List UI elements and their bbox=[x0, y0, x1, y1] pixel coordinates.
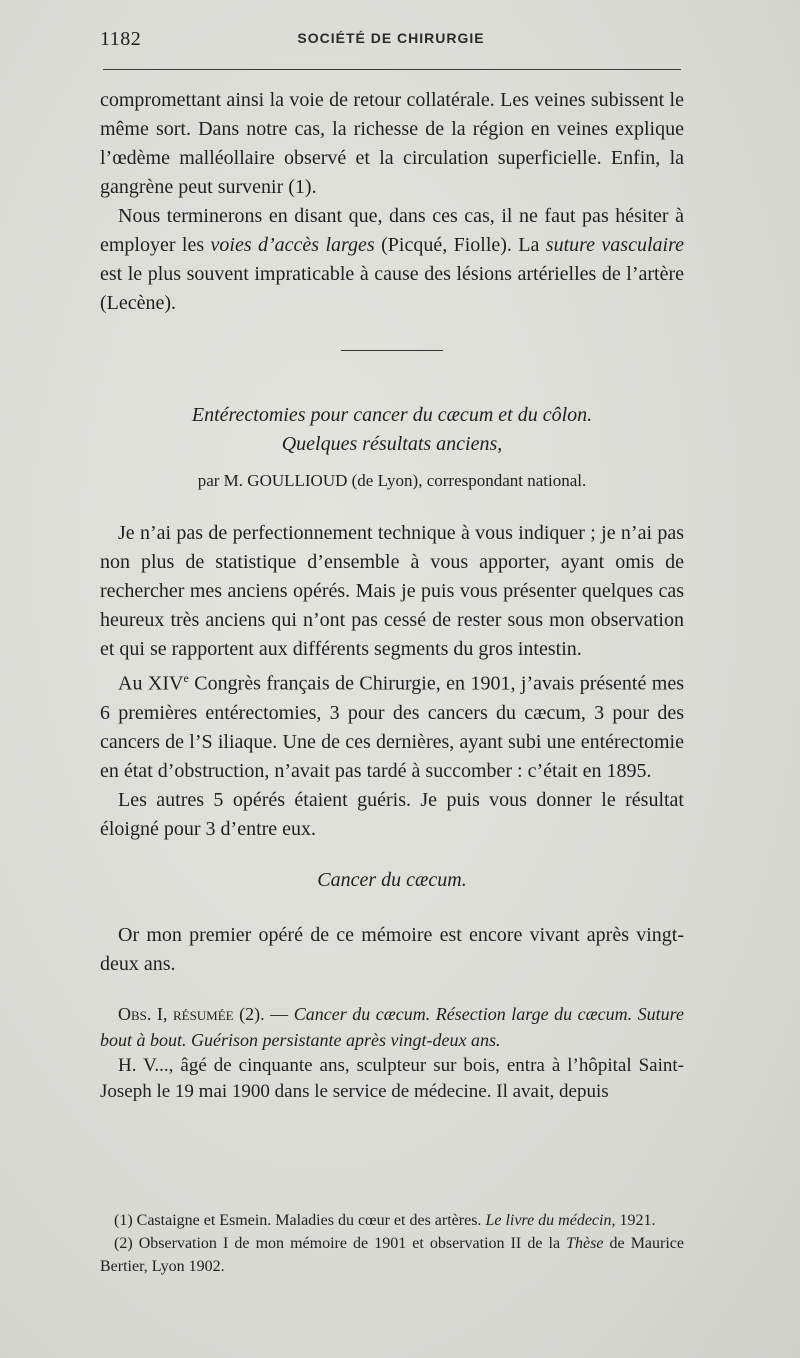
page-number: 1182 bbox=[100, 28, 142, 50]
byline: par M. GOULLIOUD (de Lyon), correspondant national. bbox=[197, 471, 587, 490]
paragraph bbox=[100, 664, 684, 786]
text-run: (2) Observation I de mon mémoire de 1901 et observation II de la bbox=[114, 1235, 567, 1252]
observation-label: Obs. I, résumée (2). — bbox=[118, 1003, 294, 1024]
footnote bbox=[100, 1232, 684, 1278]
observation-block bbox=[100, 1001, 684, 1105]
paragraph bbox=[100, 202, 684, 318]
text-run: Congrès français de Chirurgie, en 1901, j’avais présenté mes 6 premières entérectomies, 3 pour des cancers du cæcum, 3 pour des cancers de l’S iliaque. Une de ces dernières, ayant subi une entérectomie en état d’obstruction, n’avait pas tardé à succomber : c’était en 1895. bbox=[100, 672, 684, 782]
text-run: , 1921. bbox=[611, 1212, 656, 1229]
article-title-line: Quelques résultats anciens, bbox=[281, 433, 503, 455]
italic-text: voies d’accès larges bbox=[210, 234, 375, 256]
article-title bbox=[100, 401, 684, 459]
observation-title bbox=[100, 1001, 684, 1053]
paragraph: Je n’ai pas de perfectionnement technique à vous indiquer ; je n’ai pas non plus de statistique d’ensemble à vous apporter, ayant omis de rechercher mes anciens opérés. Mais je puis vous présenter quelques cas heureux très anciens qui n’ont pas cessé de rester sous mon observation et qui se rapportent aux différents segments du gros intestin. bbox=[100, 522, 684, 660]
section-heading: Cancer du cæcum. bbox=[317, 868, 467, 891]
superscript: e bbox=[183, 671, 189, 685]
article-title-line: Entérectomies pour cancer du cæcum et du côlon. bbox=[191, 404, 593, 426]
observation-body: H. V..., âgé de cinquante ans, sculpteur sur bois, entra à l’hôpital Saint-Joseph le 19 mai 1900 dans le service de médecine. Il avait, depuis bbox=[100, 1054, 684, 1102]
text-run: (1) Castaigne et Esmein. Maladies du cœur et des artères. bbox=[114, 1212, 486, 1229]
italic-text: Le livre du médecin bbox=[485, 1212, 612, 1229]
header-rule bbox=[103, 69, 681, 70]
page-header bbox=[100, 28, 682, 52]
paragraph: Or mon premier opéré de ce mémoire est encore vivant après vingt-deux ans. bbox=[100, 923, 684, 975]
section-divider bbox=[341, 350, 443, 351]
main-text bbox=[100, 86, 684, 1105]
footnotes bbox=[100, 1209, 684, 1278]
text-run: Au XIV bbox=[118, 672, 184, 695]
paragraph: Les autres 5 opérés étaient guéris. Je puis vous donner le résultat éloigné pour 3 d’entre eux. bbox=[100, 788, 684, 840]
text-run: de Maurice Bertier, Lyon 1902. bbox=[100, 1235, 685, 1275]
observation-heading: Cancer du cæcum. Résection large du cæcum. Suture bout à bout. Guérison persistante après vingt-deux ans. bbox=[100, 1003, 684, 1050]
text-run: est le plus souvent impraticable à cause des lésions artérielles de l’artère (Lecène). bbox=[100, 263, 684, 314]
paragraph: compromettant ainsi la voie de retour collatérale. Les veines subissent le même sort. Dans notre cas, la richesse de la région en veines explique l’œdème malléollaire observé et la circulation superficielle. Enfin, la gangrène peut survenir (1). bbox=[100, 89, 684, 198]
footnote bbox=[100, 1209, 684, 1232]
text-run: (Picqué, Fiolle). La bbox=[374, 234, 546, 256]
italic-text: Thèse bbox=[566, 1235, 604, 1252]
running-title: SOCIÉTÉ DE CHIRURGIE bbox=[297, 30, 485, 46]
text-run: Nous terminerons en disant que, dans ces cas, il ne faut pas hésiter à employer les bbox=[100, 205, 684, 256]
italic-text: suture vasculaire bbox=[545, 234, 684, 256]
